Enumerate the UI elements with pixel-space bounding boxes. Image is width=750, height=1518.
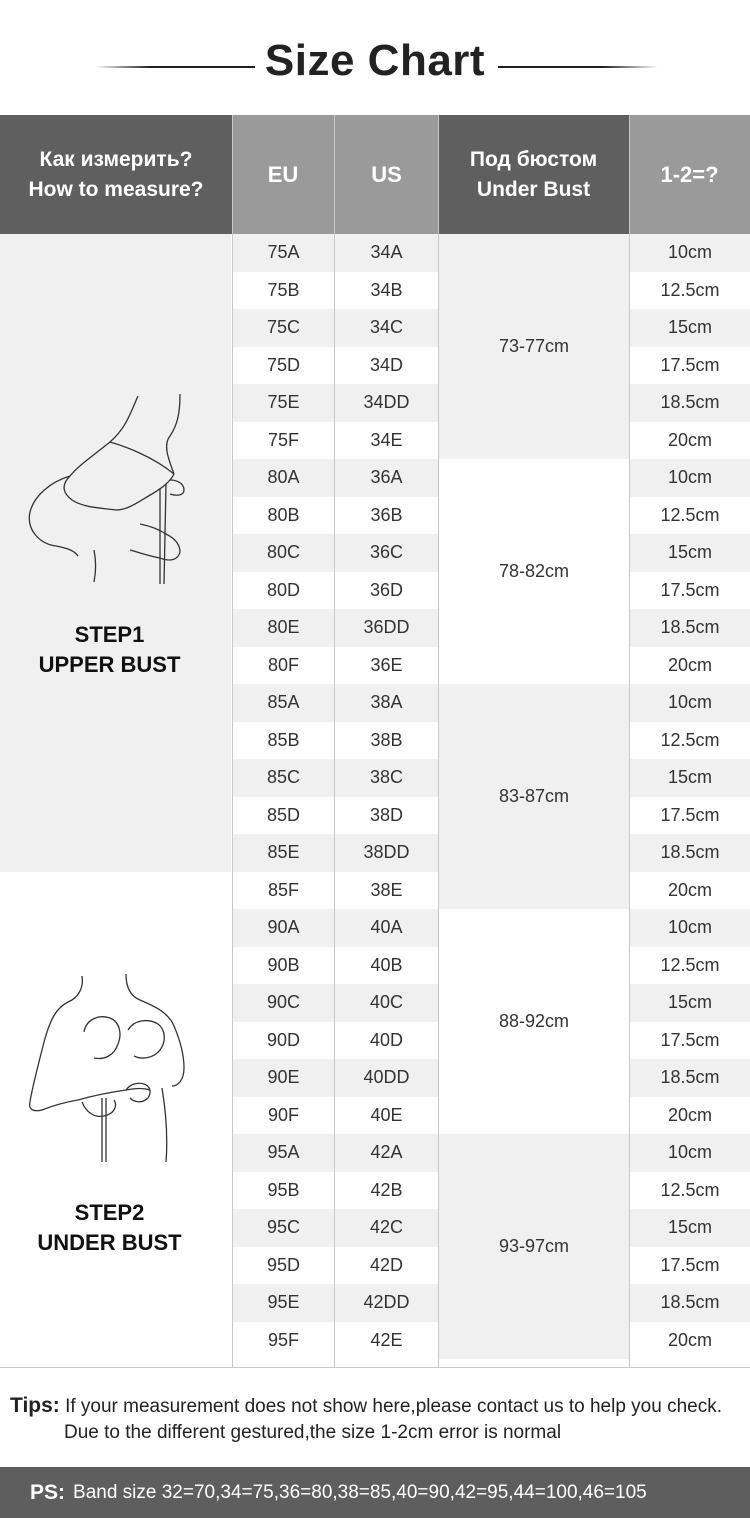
cell-diff: 17.5cm xyxy=(660,1254,720,1275)
cell-us: 40DD xyxy=(363,1067,410,1088)
cell-diff: 15cm xyxy=(667,317,712,338)
header-eu xyxy=(232,115,334,234)
ps-text: Band size 32=70,34=75,36=80,38=85,40=90,42=95,44=100,46=105 xyxy=(73,1481,647,1503)
cell-us: 38DD xyxy=(363,842,410,863)
cell-us: 42DD xyxy=(363,1292,410,1313)
cell-us: 42A xyxy=(370,1142,403,1163)
cell-us: 42B xyxy=(370,1179,403,1200)
step1-panel xyxy=(0,234,231,872)
cell-diff: 10cm xyxy=(667,1142,712,1163)
cell-us: 34C xyxy=(369,317,404,338)
cell-eu: 75B xyxy=(267,279,300,300)
cell-diff: 17.5cm xyxy=(660,804,720,825)
cell-eu: 75C xyxy=(266,317,301,338)
upper-bust-measure-illustration xyxy=(20,384,200,584)
step2-subtitle: UNDER BUST xyxy=(37,1230,182,1255)
step2-panel xyxy=(0,872,231,1368)
under-bust-range: 88-92cm xyxy=(439,909,629,1134)
cell-diff: 10cm xyxy=(667,917,712,938)
cell-diff: 17.5cm xyxy=(660,354,720,375)
cell-diff: 12.5cm xyxy=(660,729,720,750)
tips-label: Tips: xyxy=(10,1394,60,1417)
cell-us: 34B xyxy=(370,279,403,300)
step1-label xyxy=(0,620,219,680)
cell-eu: 95D xyxy=(266,1254,301,1275)
cell-us: 40C xyxy=(369,992,404,1013)
column-divider xyxy=(232,115,233,1368)
cell-eu: 80B xyxy=(267,504,300,525)
cell-eu: 80E xyxy=(267,617,300,638)
tips-line2: Due to the different gestured,the size 1-2cm error is normal xyxy=(64,1422,562,1443)
cell-eu: 75E xyxy=(267,392,300,413)
header-how-to-measure xyxy=(0,115,232,234)
ps-bar xyxy=(0,1467,750,1518)
column-divider xyxy=(438,115,439,1368)
cell-eu: 90E xyxy=(267,1067,300,1088)
cell-eu: 80D xyxy=(266,579,301,600)
header-how-en: How to measure? xyxy=(28,177,204,201)
header-diff xyxy=(629,115,750,234)
cell-us: 42E xyxy=(370,1329,403,1350)
cell-diff: 10cm xyxy=(667,467,712,488)
cell-us: 36B xyxy=(370,504,403,525)
cell-us: 42D xyxy=(369,1254,404,1275)
cell-eu: 95A xyxy=(267,1142,300,1163)
column-divider xyxy=(629,115,630,1368)
cell-diff: 20cm xyxy=(667,1104,712,1125)
cell-eu: 90C xyxy=(266,992,301,1013)
cell-us: 38D xyxy=(369,804,404,825)
cell-us: 38A xyxy=(370,692,403,713)
cell-eu: 75A xyxy=(267,242,300,263)
cell-us: 34A xyxy=(370,242,403,263)
cell-eu: 85F xyxy=(267,879,300,900)
header-under-ru: Под бюстом xyxy=(469,147,598,171)
cell-eu: 90F xyxy=(267,1104,300,1125)
tips-line1: If your measurement does not show here,please contact us to help you check. xyxy=(65,1396,723,1417)
tips-section xyxy=(10,1393,745,1446)
header-diff-label: 1-2=? xyxy=(660,161,719,187)
cell-diff: 18.5cm xyxy=(660,392,720,413)
cell-diff: 12.5cm xyxy=(660,504,720,525)
step2-title: STEP2 xyxy=(74,1200,145,1225)
cell-us: 38C xyxy=(369,767,404,788)
cell-diff: 20cm xyxy=(667,1329,712,1350)
cell-diff: 12.5cm xyxy=(660,1179,720,1200)
cell-us: 34D xyxy=(369,354,404,375)
cell-eu: 95F xyxy=(267,1329,300,1350)
header-eu-label: EU xyxy=(267,161,299,187)
cell-us: 36D xyxy=(369,579,404,600)
cell-diff: 18.5cm xyxy=(660,1067,720,1088)
cell-eu: 95C xyxy=(266,1217,301,1238)
cell-eu: 80C xyxy=(266,542,301,563)
cell-us: 38B xyxy=(370,729,403,750)
under-bust-range: 93-97cm xyxy=(439,1134,629,1359)
cell-us: 36C xyxy=(369,542,404,563)
cell-diff: 20cm xyxy=(667,429,712,450)
cell-diff: 15cm xyxy=(667,542,712,563)
cell-diff: 10cm xyxy=(667,692,712,713)
cell-diff: 18.5cm xyxy=(660,617,720,638)
header-us xyxy=(335,115,438,234)
title-area xyxy=(0,0,750,115)
header-under-bust xyxy=(438,115,629,234)
under-bust-range: 83-87cm xyxy=(439,684,629,909)
ps-label: PS: xyxy=(30,1480,66,1504)
cell-eu: 90A xyxy=(267,917,300,938)
under-bust-range: 73-77cm xyxy=(439,234,629,459)
under-bust-measure-illustration xyxy=(22,972,202,1167)
cell-diff: 17.5cm xyxy=(660,579,720,600)
cell-diff: 15cm xyxy=(667,767,712,788)
cell-eu: 75D xyxy=(266,354,301,375)
cell-eu: 85B xyxy=(267,729,300,750)
cell-diff: 10cm xyxy=(667,242,712,263)
cell-us: 40B xyxy=(370,954,403,975)
cell-eu: 80F xyxy=(267,654,300,675)
cell-diff: 20cm xyxy=(667,879,712,900)
cell-us: 34DD xyxy=(363,392,410,413)
cell-eu: 95B xyxy=(267,1179,300,1200)
step1-subtitle: UPPER BUST xyxy=(38,652,181,677)
cell-us: 34E xyxy=(370,429,403,450)
cell-diff: 18.5cm xyxy=(660,1292,720,1313)
cell-diff: 18.5cm xyxy=(660,842,720,863)
cell-us: 40A xyxy=(370,917,403,938)
cell-diff: 15cm xyxy=(667,992,712,1013)
cell-diff: 12.5cm xyxy=(660,279,720,300)
cell-eu: 85D xyxy=(266,804,301,825)
cell-diff: 15cm xyxy=(667,1217,712,1238)
header-us-label: US xyxy=(371,161,402,187)
header-how-ru: Как измерить? xyxy=(39,147,193,171)
cell-eu: 85E xyxy=(267,842,300,863)
cell-us: 38E xyxy=(370,879,403,900)
cell-eu: 80A xyxy=(267,467,300,488)
cell-diff: 12.5cm xyxy=(660,954,720,975)
cell-diff: 17.5cm xyxy=(660,1029,720,1050)
column-divider xyxy=(334,115,335,1368)
cell-us: 36E xyxy=(370,654,403,675)
cell-us: 40D xyxy=(369,1029,404,1050)
cell-us: 36DD xyxy=(363,617,410,638)
under-bust-range: 78-82cm xyxy=(439,459,629,684)
cell-eu: 85C xyxy=(266,767,301,788)
header-under-en: Under Bust xyxy=(476,177,591,201)
cell-eu: 85A xyxy=(267,692,300,713)
cell-diff: 20cm xyxy=(667,654,712,675)
title-decor-line-right xyxy=(498,66,658,68)
cell-us: 42C xyxy=(369,1217,404,1238)
cell-us: 40E xyxy=(370,1104,403,1125)
cell-eu: 90B xyxy=(267,954,300,975)
cell-eu: 75F xyxy=(267,429,300,450)
cell-us: 36A xyxy=(370,467,403,488)
step1-title: STEP1 xyxy=(74,622,145,647)
step2-label xyxy=(0,1198,219,1258)
table-bottom-border xyxy=(0,1367,750,1368)
cell-eu: 90D xyxy=(266,1029,301,1050)
cell-eu: 95E xyxy=(267,1292,300,1313)
page-title: Size Chart xyxy=(264,36,486,85)
